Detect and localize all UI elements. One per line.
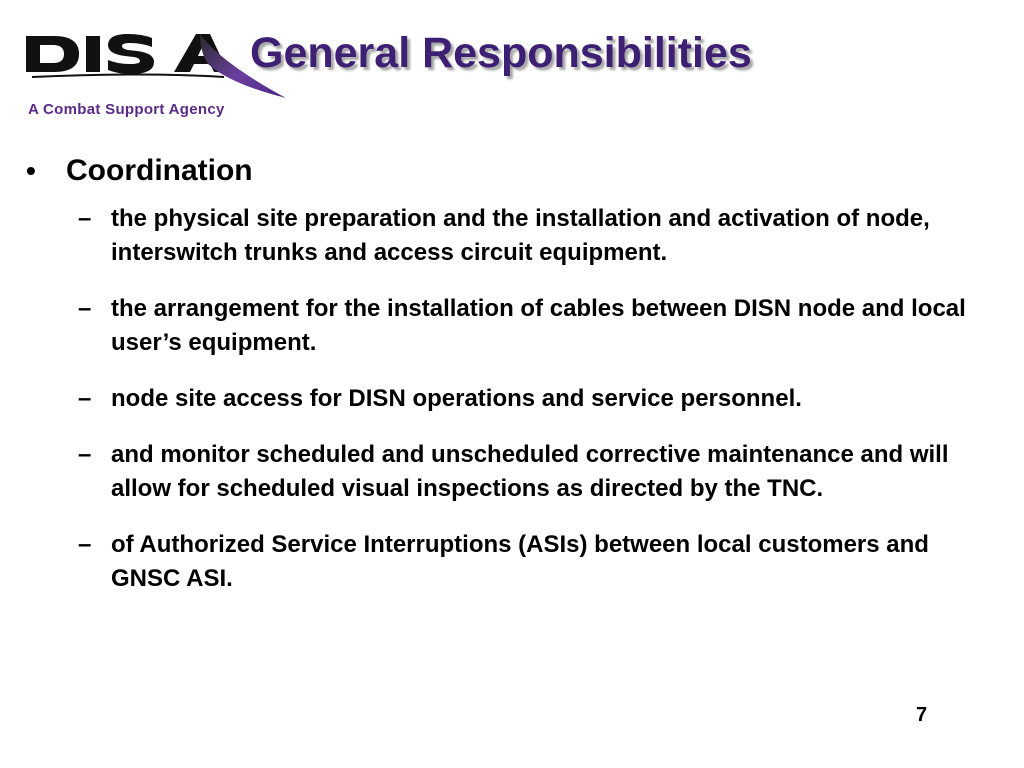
dash-marker: – bbox=[78, 531, 92, 558]
bullet-item-coordination bbox=[26, 152, 976, 190]
sub-bullet-item bbox=[78, 528, 976, 596]
page-number: 7 bbox=[916, 704, 928, 726]
slide-title: General Responsibilities bbox=[250, 29, 752, 77]
sub-bullet-item bbox=[78, 202, 976, 270]
sub-bullet-list bbox=[26, 202, 976, 596]
sub-bullet-text: the physical site preparation and the installation and activation of node, interswitch trunks and access circuit equipment. bbox=[111, 205, 930, 266]
sub-bullet-text: of Authorized Service Interruptions (ASIs) between local customers and GNSC ASI. bbox=[111, 531, 929, 592]
dash-marker: – bbox=[78, 441, 92, 468]
sub-bullet-text: and monitor scheduled and unscheduled corrective maintenance and will allow for scheduled visual inspections as directed by the TNC. bbox=[111, 441, 949, 502]
sub-bullet-item bbox=[78, 292, 976, 360]
dash-marker: – bbox=[78, 295, 92, 322]
bullet-text: Coordination bbox=[66, 154, 253, 187]
slide-body bbox=[26, 152, 976, 618]
sub-bullet-text: the arrangement for the installation of cables between DISN node and local user’s equipment. bbox=[111, 295, 966, 356]
dash-marker: – bbox=[78, 205, 92, 232]
sub-bullet-text: node site access for DISN operations and service personnel. bbox=[111, 385, 802, 412]
bullet-marker: • bbox=[26, 155, 36, 186]
sub-bullet-item bbox=[78, 438, 976, 506]
logo-tagline: A Combat Support Agency bbox=[28, 101, 225, 118]
sub-bullet-item bbox=[78, 382, 976, 416]
dash-marker: – bbox=[78, 385, 92, 412]
